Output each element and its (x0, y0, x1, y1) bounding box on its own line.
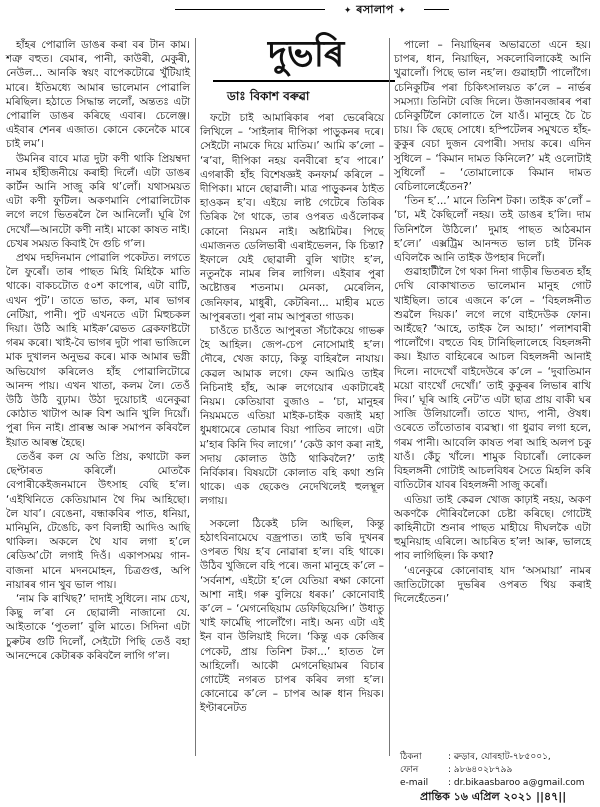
paragraph: পালো – নিয়াছিনৰ অভাৱতো এনে হয়। চাপৰ, ধান, নিয়াছিন, সকলোবিলাকেই আনি খুৱালোঁ। পিছে ভাল নহ’ল। গুৱাহাটী পালোঁগৈ। চেনিকুটিৰ পৰা চিকিৎসালয়ত ক’লে – নাৰ্ভৰ সমস্যা। তিনিটা বেজি দিলে। উজানবজাৰৰ পৰা চেনিকুটিলৈ কোলাতে লৈ যাওঁ। মানুহে চৈ চৈ চায়। কি ছেছে সোধে। হস্পিটেলৰ সমুখতে হাঁহ-কুকুৰ বেচা দুজন বেপাৰী। সদায় কৰে। এদিন সুধিলে – ‘কিমান দামত কিনিলে?’ মই ওলোটাই সুধিলোঁ – ‘তোমালোকে কিমান দামত বেচিলালেহেঁতেন?’ (394, 39, 591, 194)
column-divider-1 (195, 38, 196, 756)
article-title: দুভৰি (268, 33, 345, 75)
paragraph: ফটো চাই আমাৰিকাৰ পৰা ভেৰেৰিয়ে লিখিলে – ‘সাইলাৰ দীপিকা পাড়ুকনৰ দৰে। সেইটো নামকে দিয়ে মাতিম।’ আমি ক’লো – ‘ৰ’বা, দীপিকা নহয় বনবীৰো হ’ব পাৰে।’ এগৰাকী হাঁহ বিশেষজ্ঞই কনফাৰ্ম কৰিলে – দীপিকা। মানে ছোৱালী। মাত্ৰ পাড়ুকনৰ ঠাইত হাওকন হ’ব। এইয়ে লাষ্ট গেটেৰে তিৰিক তিৰিক গৈ থাকে, তাৰ ওপৰত এওঁলোকৰ কোনো নিয়মন নাই। অষ্টামিটৰ। পিছে এমাজনত ডেলিভাৰী এৰাইভেলন, কি চিন্তা? ইফালে যেই ছোৱালী বুলি খাটাং হ’ল, নতুনকৈ নামৰ লিৰ লাগিল। এইবাৰ পুৰা অষ্টোত্তৰ শতনাম। মেনকা, মেৰেলিন, জেনিফাৰ, মাধুৰী, কেটৰিনা... মাহীৰ মতে আপুৰৰতা। পুৰা নাম আপুৰতা গাডক। (200, 112, 384, 323)
email-label: e-mail (400, 778, 429, 788)
paragraph: চাওঁতে চাওঁতে আপুৰতা সঁচাকৈয়ে গাভৰু হৈ আহিল। জেপ-চেপ নোসোমাই হ’ল। দৌৰে, খেজ কাঢ়ে, কিন্তু বাহিৰলৈ নাযায়। কেৱল আমাক লগে। ফেন আমিও তাইৰ নিচিনাই হাঁহ, আৰু লগেয়োৰ একাটাৰেই নিয়ম। কেতিয়াবা বুজাও – ‘চা, মানুহৰ নিয়মমতে এতিয়া মাইক-চাইক বজাই মহা ধুমধামেৰে তোমাৰ বিয়া পাতিব লাগে। এটা ম’হাৰ কিনি দিব লাগে।’ ‘কেউ কাণ কৰা নাই, সদায় কোলাত উঠি থাকিবলৈ?’ তাই নিৰ্বিকাৰ। বিষয়টো কোলাত বহি কথা শুনি থাকে। এক ছেকেণ্ড নেদেখিলেই হুলস্থূল লগায়। (200, 325, 384, 508)
paragraph: এতিয়া তাই কেৱল খোজ কাঢ়াই নহয়, অকণ অকণকৈ দৌৰিবলৈকো চেষ্টা কৰিছে। গোটেই কাহিনীটো শুনাৰ পাছত মাহীয়ে দীঘলকৈ এটা হুমুনিয়াহ এৰিলে। আচৰিত হ’ল! আৰু, ভালহে পাব লাগিছিল। কি কথা? (394, 493, 591, 563)
author-contact (400, 751, 585, 790)
paragraph: সকলো ঠিকেই চলি আছিল, কিন্তু হঠাৎবিনামেঘে বজ্ৰপাত। তাই ভৰি দুখনৰ ওপৰত থিয় হ’ব নোৱাৰা হ’ল। বহি থাকে। উঠিব খুজিলে বহি পৰে। জনা মানুহে ক’লে – ‘সৰ্বনাশ, এইটো হ’লে যেতিয়া ৰক্ষা কোনো আশা নাই। গৰু বুলিয়ে ধৰক।’ কোনোবাই ক’লে – ‘মেগনেছিয়াম ডেফিছিয়েন্সি।’ উধাতু খাই ফাৰ্মেছি পালোঁগৈ। নাই। অন্য এটা এই ইন বান উলিয়াই দিলে। ‘কিন্তু এক কেজিৰ পেকেট, প্ৰায় তিনিশ টকা...’ হাতত লৈ আহিলোঁ। আকৌ মেগনেছিয়ামৰ বিচাৰ গোটেই নগৰত চাপৰ কৰিব লগা হ’ল। কোনোৱে ক’লে – চাপৰ আৰু ধান দিয়ক। ইণ্টাৰনেটত (200, 517, 384, 715)
address-row (400, 751, 585, 764)
column-3 (394, 38, 591, 606)
paragraph: ‘এনেকুৱে কোনোবাহ যাদ ‘অসমায়া’ নামৰ জাতিটোকো দুভৰিৰ ওপৰত থিয় কৰাই দিলেহেঁতেন।’ (394, 564, 591, 605)
paragraph: ‘নাম কি ৰাখিছ?’ দাদাই সুধিলে। নাম চেখ, কিছু ল’ৰা নে ছোৱালী নাজানো যে. আইতাকে ‘পুতলা’ বুলি মাতে। সিদিনা এটা চুৰুটৰ গুটি দিলোঁ, সেইটো পিছি তেওঁ বহা আনন্দেৰে কেটাৰক কৰিবলৈ লাগি গ’ল। (6, 592, 190, 662)
paragraph: ‘তিন হ’...’ মানে তিনিশ টকা। তাইক ক’লোঁ – ‘চা, মই কৈছিলোঁ নহয়। তই ডাঙৰ হ’লি। দাম তিনিশলৈ উঠিলে।’ দুমাহ পাছত আঠৰমান হ’লে।’ এক্সট্ৰিম আনন্দত ভাল চাই টনিক এবিলকৈ আনি তাইক উপহাৰ দিলোঁ। (394, 195, 591, 265)
article-author: ডাঃ বিকাশ বৰুৱা (227, 89, 310, 103)
paragraph: গুৱাহাটীলৈ গৈ থকা দিনা গাড়ীৰ ভিতৰত হাঁহ দেখি বোকাখাতত ভালেমান মানুহ গোট খাইছিল। তাৰে এজনে ক’লে – ‘বিহলঙ্গনীত শুৱলৈ দিয়ক।’ লগে লগে বাইদেউক ফোন। আহঁছে? ‘আহে, তাইক লৈ আহা।’ পলাশবাৰী পালোঁগৈ। বহুতে বিহ টানিছিলালেহে বিহলঙ্গনী কয়। ইয়াত বাহিৰেৰে আচল বিহলঙ্গনী আনাই দিলে। নাদেখোঁ বাইদেউৰে ক’লে – ‘দুবাতিমান ময়ো বাংখোঁ দেখোঁ।’ তাই কুকুৰৰ লিভাৰ ৰাখি দিব।’ ঘূৰি আহি নেট’ত এটা ছাত্ৰ প্ৰায় বাকী ঘৰ সাজি উলিয়ালোঁ। তাতে খাদ্য, পানী, ঔষধ। ওৰেতে তাঁতোতাৰ ব্যৱস্থা। গা ধুৱাব লগা হলে, গৰম পানী। আবেলি কাষত পৰা আহি অলপ চকু যাওঁ। কেঁচু খাঁলে। শামুক বিচাৰোঁ। লোকেল বিহলঙ্গনী গোটাই আচলবিধৰ সৈতে মিহলি কৰি বাতিটোৰ যাবৰ বিহলঙ্গনী সাজু কৰোঁ। (394, 266, 591, 492)
header-rule-left (175, 9, 325, 10)
paragraph: উমনিৰ বাবে মাত্ৰ দুটা কণী থাকি প্ৰিয়ম্বদা নামৰ হাঁহীজনীয়ে কৰাহী দিলেঁ। এটা ডাঙৰ কাৰ্টন আনি সাজু কৰি থ’লোঁ। যথাসময়ত এটা কণী ফুটিল। অকণমানি পোৱালিটোক লগে লগে ভিতৰলৈ লৈ আনিলোঁ। ঘূৰি গৈ দেখোঁ—আনটো কণী নাই। মাকো কাষত নাই। চেখৰ সময়ত কিবাই দৈ গুচি গ’ল। (6, 152, 190, 250)
page-footer: প্ৰান্তিক ১৬ এপ্ৰিল ২০২১ ||৪৭|| (420, 790, 567, 803)
address-label: ঠিকনা (400, 752, 422, 762)
section-title (329, 1, 421, 20)
email-value: : dr.bikaasbaroo a@gmail.com (448, 778, 585, 788)
section-label: ৰসালাপ (356, 3, 394, 16)
phone-row (400, 764, 585, 777)
phone-value: : ৯৮৬৪০২৮৭৯৯ (448, 765, 513, 775)
star-ornament-left: ✦ (343, 6, 352, 16)
paragraph: হাঁহৰ পোৱালি ডাঙৰ কৰা বৰ টান কাম। শত্ৰু বহুত। বেমাৰ, পানী, কাউৰী, মেকুৰী, নেউল... আনকি স্বয়ং বাপেকটোৱে খুঁটিয়াই মাৰে। ইতিমধ্যে আমাৰ ভালেমান পোৱালি মৰিছিল। হঠাতে সিদ্ধান্ত ললোঁ, অন্ততঃ এটা পোৱালি ডাঙৰ কৰিছে এবাৰ। চেলেঞ্জ। এইবাৰ শেনৰ এজাত। কোনে কেনেকৈ মাৰে চাই লম’। (6, 39, 190, 151)
paragraph: তেওঁৰ কল যে অতি প্ৰিয়, কথাটো কল ছেপ্টাৰত কৰিলেঁ। মোতকৈ বেপাৰীকেইজনমানে উৎসাহ বেছি হ’ল। ‘এইখিনিতে কেতিয়ামান থৈ দিম আহিছো। লৈ যাব’। বেঙেনা, বন্ধাকবিৰ পাত, ধনিয়া, মানিমুনি, টেঙেচি, কণ বিলাহী আদিও আছি থাকিল। অকলে থৈ যাব লগা হ’লে ৰেডিঅ’টো লগাই দিওঁ। একাপসময় গান-বাজনা মানে মদনমোহন, চিত্ৰগুপ্ত, অপি নায়াৰৰ গান খুব ভাল পায়। (6, 450, 190, 591)
title-underline (213, 80, 395, 82)
address-value: : ৱুড়াৰ, যোৰহাট-৭৮৫০০১, (448, 752, 551, 762)
star-ornament-right: ✦ (398, 6, 407, 16)
header-rule-right (424, 9, 449, 10)
column-divider-2 (389, 38, 390, 756)
paragraph: প্ৰথম দহদিনমান পোৱালি পকেটত। লগতে লৈ ফুৰোঁ। তাৰ পাছত মিহি মিহিকৈ মাতি থাকে। বাকচটোত ৫০শ কাপোৰ, এটা বাটি, এখন পুট’। তাতে ভাত, কল, মাৰ ভাগৰ নেটিয়া, পানী। পুট এখনতে এটা মিহুচকল দিয়া। উঠি আহি মাইক্ৰ’ৱেভত ব্ৰেকফাষ্টটো গৰম কৰো। খাই-বৈ ভাগৰ দুটা পাৰা ভাজিলে মাক দুখালন অনুভৱ কৰে। মাক আমাৰ ভগ্নী অভিযোগ কৰিলেও হাঁহ পোৱালিটোৱে আনন্দ পায়। এখন খাতা, কলম লৈ। তেওঁ উঠি উঠি বুঢ়াম। উঠা দুয়োচাই এনেকুৱা কোঠাত খাটাপ আৰু বিশ আনি খুলি দিয়োঁ। পুৰা দিন নাই। প্ৰাৰম্ভ আৰু সমাপন কৰিবলৈ ইয়াত আৰম্ভ হৈছে। (6, 252, 190, 449)
column-2 (200, 111, 384, 716)
column-1 (6, 38, 190, 663)
phone-label: ফোন (400, 765, 419, 775)
